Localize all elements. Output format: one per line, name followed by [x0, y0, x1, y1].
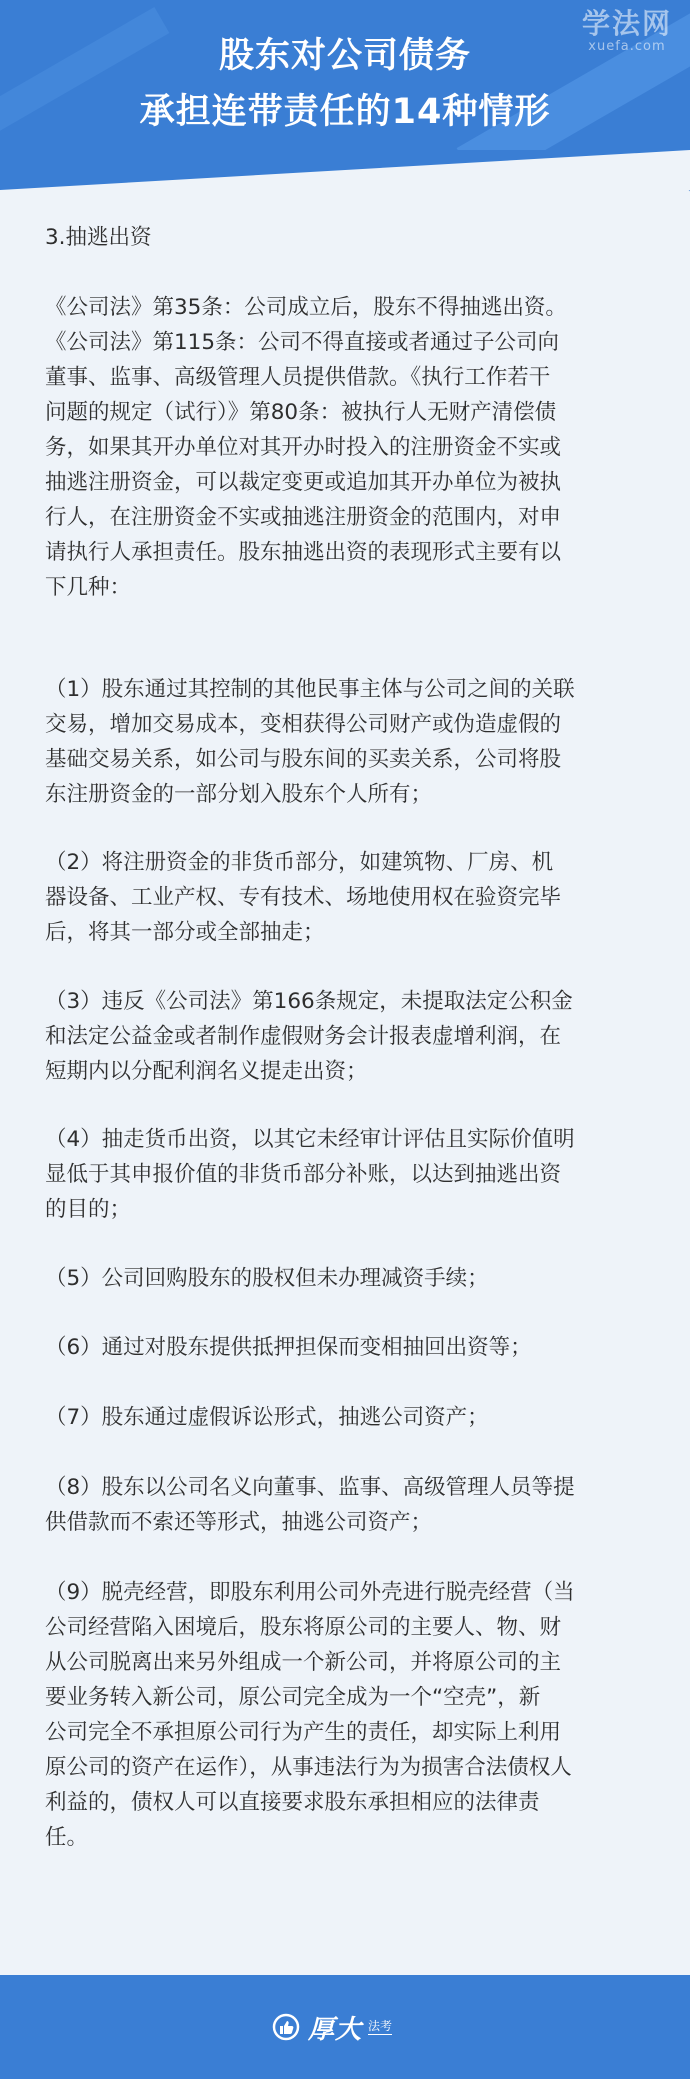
paragraph-item-6: （6）通过对股东提供抵押担保而变相抽回出资等； — [45, 1335, 532, 1360]
paragraph-item-3: （3）违反《公司法》第166条规定，未提取法定公积金 和法定公益金或者制作虚假财务会计报表虚增利润，在 短期内以分配利润名义提走出资； — [45, 989, 573, 1084]
article-body — [0, 190, 690, 1975]
watermark-text: 学法网 — [581, 7, 672, 40]
paragraph-item-7: （7）股东通过虚假诉讼形式，抽逃公司资产； — [45, 1405, 489, 1430]
paragraph-item-8: （8）股东以公司名义向董事、监事、高级管理人员等提 供借款而不索还等形式，抽逃公司资产； — [45, 1475, 575, 1535]
paragraph-item-2: （2）将注册资金的非货币部分，如建筑物、厂房、机 器设备、工业产权、专有技术、场地使用权在验资完毕 后，将其一部分或全部抽走； — [45, 850, 562, 945]
thumbs-up-circle-icon — [272, 2013, 300, 2041]
brand-subtitle: 法考 — [368, 2019, 393, 2033]
header-banner — [0, 0, 690, 150]
paragraph-item-1: （1）股东通过其控制的其他民事主体与公司之间的关联 交易，增加交易成本，变相获得公司财产或伪造虚假的 基础交易关系，如公司与股东间的买卖关系，公司将股 东注册资金的一部分划入股东个人所有； — [45, 677, 575, 807]
page-title-line-1: 股东对公司债务 — [218, 36, 471, 76]
paragraph-item-9: （9）脱壳经营，即股东利用公司外壳进行脱壳经营（当 公司经营陷入困境后，股东将原公司的主要人、物、财 从公司脱离出来另外组成一个新公司，并将原公司的主 要业务转入新公司，原公司完全成为一个“空壳”，新 公司完全不承担原公司行为产生的责任，却实际上利用 原公司的资产在运作），从事违法行为为损害合法债权人 利益的，债权人可以直接要求股东承担相应的法律责 任。 — [45, 1580, 575, 1850]
paragraph-item-4: （4）抽走货币出资，以其它未经审计评估且实际价值明 显低于其申报价值的非货币部分补账，以达到抽逃出资 的目的； — [45, 1127, 575, 1222]
footer-banner — [0, 1975, 690, 2079]
paragraph-law-intro: 《公司法》第35条：公司成立后，股东不得抽逃出资。 《公司法》第115条：公司不得直接或者通过子公司向 董事、监事、高级管理人员提供借款。《执行工作若干 问题的规定（试行）》第80条：被执行人无财产清偿债 务，如果其开办单位对其开办时投入的注册资金不实或 抽逃注册资金，可以裁定变更或追加其开办单位为被执 行人，在注册资金不实或抽逃注册资金的范围内，对申 请执行人承担责任。股东抽逃出资的表现形式主要有以 下几种： — [45, 295, 567, 600]
watermark-domain: xuefa.com — [588, 39, 666, 54]
paragraph-item-5: （5）公司回购股东的股权但未办理减资手续； — [45, 1266, 489, 1291]
site-watermark — [582, 8, 672, 54]
section-heading: 3.抽逃出资 — [45, 225, 152, 250]
page-title-line-2: 承担连带责任的14种情形 — [139, 92, 551, 132]
brand-name: 厚大 — [308, 2014, 363, 2045]
brand-logo — [272, 2011, 392, 2043]
